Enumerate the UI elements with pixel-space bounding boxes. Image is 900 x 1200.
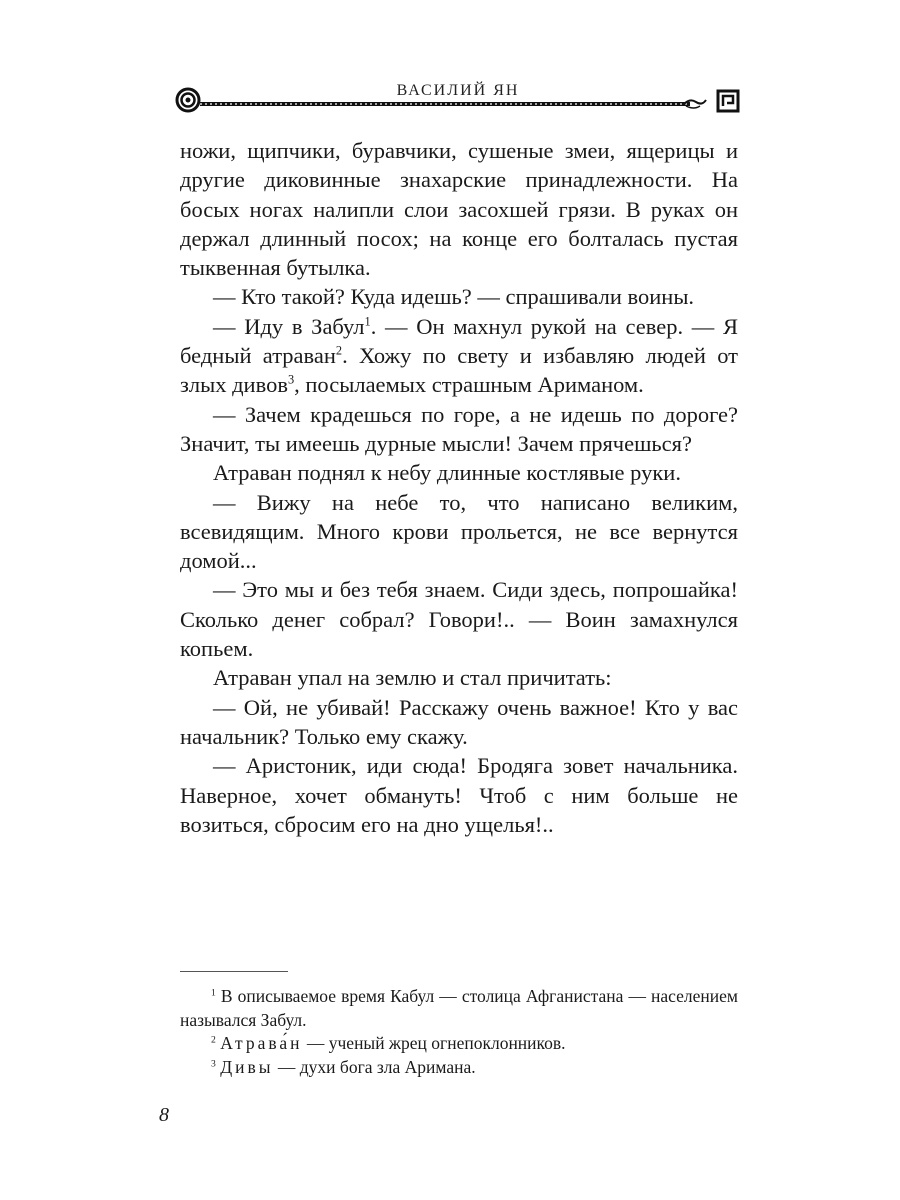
- footnote-3-text: — духи бога зла Аримана.: [273, 1056, 476, 1077]
- paragraph-3-part-c: . Хожу по свету и избавляю людей от злых дивов: [180, 343, 738, 398]
- paragraph-7: — Это мы и без тебя знаем. Сиди здесь, попрошайка! Сколько денег собрал? Говори!.. — Воин замахнулся копьем.: [180, 577, 738, 662]
- footnote-3-number: 3: [211, 1057, 216, 1069]
- paragraph-3-part-a: — Иду в Забул: [213, 313, 365, 339]
- paragraph-10: — Аристоник, иди сюда! Бродяга зовет начальника. Наверное, хочет обмануть! Чтоб с ним больше не возиться, сбросим его на дно ущелья!..: [180, 753, 738, 837]
- paragraph-9: — Ой, не убивай! Расскажу очень важное! Кто у вас начальник? Только ему скажу.: [180, 694, 738, 749]
- footnotes: [180, 985, 738, 1079]
- footnote-2-term: Атрава́н: [220, 1033, 303, 1053]
- paragraph-3-part-b: . — Он махнул рукой на север. — Я бедный атраван: [180, 313, 738, 369]
- footnote-ref-1: 1: [364, 314, 371, 329]
- footnote-divider: [180, 971, 288, 972]
- footnote-2-text: — ученый жрец огнепоклонников.: [302, 1033, 566, 1053]
- paragraph-3-part-d: , посылаемых страшным Ариманом.: [294, 372, 644, 398]
- running-header: [172, 78, 744, 118]
- footnote-2-number: 2: [211, 1034, 216, 1046]
- footnote-1: [180, 985, 738, 1032]
- paragraph-1: ножи, щипчики, буравчики, сушеные змеи, ящерицы и другие диковинные знахарские принадлежности. На босых ногах налипли слои засохшей грязи. В руках он держал длинный посох; на конце его болталась пустая тыквенная бутылка.: [180, 138, 738, 281]
- main-text: [180, 136, 738, 839]
- footnote-1-text: В описываемое время Кабул — столица Афганистана — населением назывался Забул.: [180, 986, 738, 1030]
- footnote-1-number: 1: [211, 987, 216, 999]
- footnote-3-term: Дивы: [220, 1056, 274, 1077]
- paragraph-6: — Вижу на небе то, что написано великим, всевидящим. Много крови прольется, не все вернутся домой...: [180, 489, 738, 574]
- paragraph-2: — Кто такой? Куда идешь? — спрашивали воины.: [213, 284, 695, 310]
- footnote-3: [180, 1056, 738, 1080]
- paragraph-5: Атраван поднял к небу длинные костлявые руки.: [213, 460, 681, 486]
- paragraph-3: [180, 312, 738, 400]
- header-author: ВАСИЛИЙ ЯН: [396, 82, 520, 99]
- page-number: 8: [159, 1104, 169, 1126]
- footnote-2: [180, 1032, 738, 1056]
- footnote-ref-3: 3: [287, 372, 295, 387]
- paragraph-4: — Зачем крадешься по горе, а не идешь по дороге? Значит, ты имеешь дурные мысли! Зачем прячешься?: [180, 401, 738, 456]
- paragraph-8: Атраван упал на землю и стал причитать:: [213, 665, 612, 691]
- footnote-ref-2: 2: [335, 343, 343, 358]
